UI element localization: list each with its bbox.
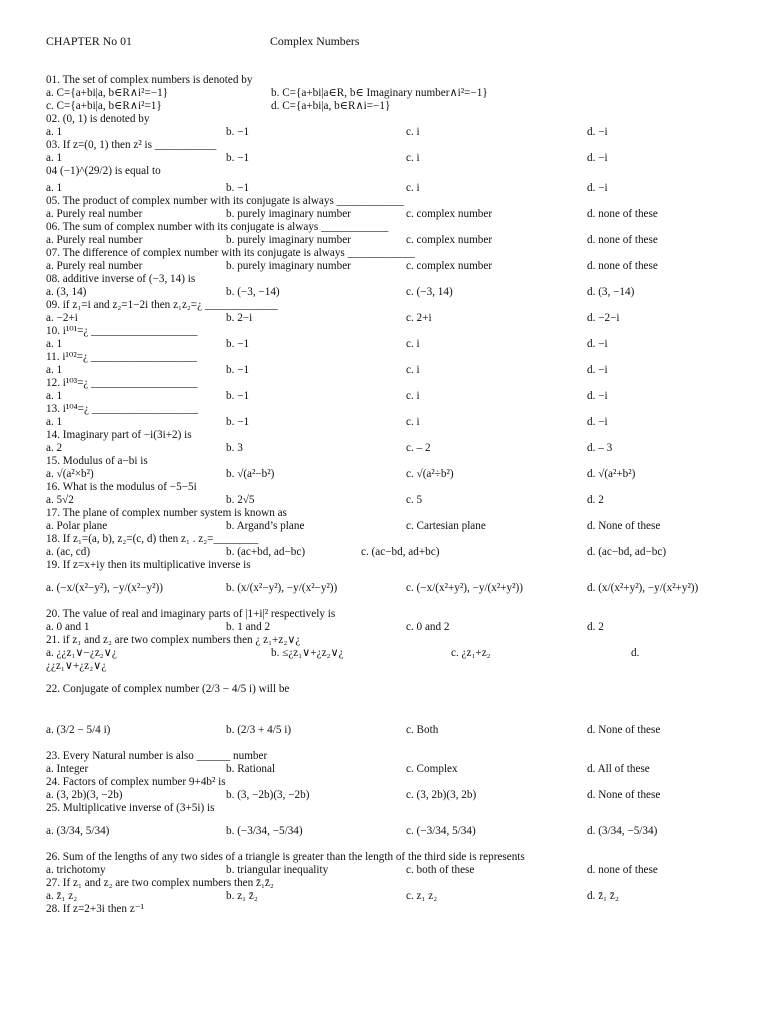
option: c. (3, 2b)(3, 2b): [406, 789, 477, 801]
option: b. 3: [226, 442, 243, 454]
option: c. complex number: [406, 234, 493, 246]
question-text: 16. What is the modulus of −5−5i: [46, 481, 197, 493]
question-text: 03. If z=(0, 1) then z² is ___________: [46, 139, 217, 151]
option: b. ≤¿z₁∨+¿z₂∨¿: [271, 647, 344, 659]
option: d. −i: [587, 390, 608, 402]
option: a. trichotomy: [46, 864, 106, 876]
option: d. −i: [587, 416, 608, 428]
option: c. i: [406, 364, 420, 376]
option: ¿¿z₁∨+¿z₂∨¿: [46, 660, 107, 672]
option: b. z₁ z̄₂: [226, 890, 258, 902]
option: a. (3, 2b)(3, −2b): [46, 789, 123, 801]
question-text: 04 (−1)^(29/2) is equal to: [46, 165, 161, 177]
question-text: 12. i¹⁰³=¿ ___________________: [46, 377, 198, 389]
option: a. √(a²×b²): [46, 468, 94, 480]
option: a. 5√2: [46, 494, 74, 506]
option: a. 1: [46, 390, 63, 402]
option: c. Complex: [406, 763, 458, 775]
option: a. 1: [46, 338, 63, 350]
option: c. ¿z₁+z₂: [451, 647, 491, 659]
option: c. Both: [406, 724, 439, 736]
option: c. – 2: [406, 442, 431, 454]
option: b. (2/3 + 4/5 i): [226, 724, 292, 736]
option: a. (−x/(x²−y²), −y/(x²−y²)): [46, 582, 163, 594]
option: c. i: [406, 182, 420, 194]
question-text: 17. The plane of complex number system is known as: [46, 507, 287, 519]
option: b. −1: [226, 390, 250, 402]
option: a. Integer: [46, 763, 89, 775]
option: b. triangular inequality: [226, 864, 329, 876]
option: c. 5: [406, 494, 423, 506]
option: c. i: [406, 416, 420, 428]
options-row: [46, 661, 746, 674]
option: c. (−x/(x²+y²), −y/(x²+y²)): [406, 582, 523, 594]
option: b. 2√5: [226, 494, 255, 506]
option: a. 1: [46, 126, 63, 138]
option: b. (−3, −14): [226, 286, 280, 298]
question-text: 28. If z=2+3i then z⁻¹: [46, 903, 144, 915]
option: c. (ac−bd, ad+bc): [361, 546, 440, 558]
question-text: 02. (0, 1) is denoted by: [46, 113, 150, 125]
options-row: [46, 816, 746, 852]
option: c. (−3, 14): [406, 286, 453, 298]
option: d. −i: [587, 364, 608, 376]
option: b. (3, −2b)(3, −2b): [226, 789, 310, 801]
option: c. both of these: [406, 864, 475, 876]
option: b. −1: [226, 416, 250, 428]
option: d. (x/(x²+y²), −y/(x²+y²)): [587, 582, 699, 594]
options-row: [46, 443, 746, 456]
question-text: 20. The value of real and imaginary parts of |1+i|² respectively is: [46, 608, 336, 620]
question-list: [46, 75, 746, 917]
question-text: 26. Sum of the lengths of any two sides of a triangle is greater than the length of the third side is represents: [46, 851, 525, 863]
option: b. 1 and 2: [226, 621, 271, 633]
option: d. z̄₁ z̄₂: [587, 890, 619, 902]
option: d. none of these: [587, 208, 658, 220]
option: b. (ac+bd, ad−bc): [226, 546, 306, 558]
option: d. −i: [587, 152, 608, 164]
option: c. i: [406, 338, 420, 350]
question-text: 13. i¹⁰⁴=¿ ___________________: [46, 403, 198, 415]
option: d. None of these: [587, 724, 661, 736]
option: d. – 3: [587, 442, 613, 454]
option: c. i: [406, 152, 420, 164]
option: a. 1: [46, 364, 63, 376]
option: a. 1: [46, 416, 63, 428]
option: d. −i: [587, 126, 608, 138]
option: b. (x/(x²−y²), −y/(x²−y²)): [226, 582, 338, 594]
option: d. 2: [587, 621, 604, 633]
option: b. −1: [226, 338, 250, 350]
option: a. Purely real number: [46, 260, 143, 272]
option: b. (−3/34, −5/34): [226, 825, 303, 837]
option: d. None of these: [587, 520, 661, 532]
question-text: 10. i¹⁰¹=¿ ___________________: [46, 325, 198, 337]
option: a. 1: [46, 182, 63, 194]
option: c. z₁ z₂: [406, 890, 438, 902]
question-text: 23. Every Natural number is also ______ number: [46, 750, 268, 762]
question-text: 24. Factors of complex number 9+4b² is: [46, 776, 226, 788]
topic-title: Complex Numbers: [270, 34, 360, 48]
page-header: [46, 34, 360, 48]
option: d. none of these: [587, 260, 658, 272]
option: a. Purely real number: [46, 208, 143, 220]
option: c. i: [406, 390, 420, 402]
option: b. C={a+bi|a∈R, b∈ Imaginary number∧i²=−1}: [271, 87, 488, 99]
options-row: [46, 573, 746, 609]
option: d. (3/34, −5/34): [587, 825, 658, 837]
option: b. −1: [226, 364, 250, 376]
option: c. i: [406, 126, 420, 138]
option: c. 2+i: [406, 312, 432, 324]
option: d. C={a+bi|a, b∈R∧i=−1}: [271, 100, 391, 112]
question-text: 25. Multiplicative inverse of (3+5i) is: [46, 802, 215, 814]
option: c. (−3/34, 5/34): [406, 825, 476, 837]
option: d. (ac−bd, ad−bc): [587, 546, 667, 558]
option: b. purely imaginary number: [226, 208, 351, 220]
option: a. 1: [46, 152, 63, 164]
option: d. none of these: [587, 234, 658, 246]
option: d.: [631, 647, 640, 659]
option: b. √(a²−b²): [226, 468, 275, 480]
option: a. (ac, cd): [46, 546, 91, 558]
option: a. (3/34, 5/34): [46, 825, 110, 837]
option: b. −1: [226, 152, 250, 164]
option: c. C={a+bi|a, b∈R∧i²=1}: [46, 100, 162, 112]
options-row: [46, 648, 746, 661]
option: d. None of these: [587, 789, 661, 801]
question-text: 05. The product of complex number with its conjugate is always ____________: [46, 195, 404, 207]
option: b. Rational: [226, 763, 276, 775]
option: a. ¿¿z₁∨−¿z₂∨¿: [46, 647, 117, 659]
option: c. complex number: [406, 208, 493, 220]
question-text: 19. If z=x+iy then its multiplicative inverse is: [46, 559, 251, 571]
option: a. C={a+bi|a, b∈R∧i²=−1}: [46, 87, 169, 99]
question-text: 22. Conjugate of complex number (2/3 − 4/5 i) will be: [46, 683, 290, 695]
option: b. −1: [226, 126, 250, 138]
question-text: 14. Imaginary part of −i(3i+2) is: [46, 429, 192, 441]
option: a. 2: [46, 442, 63, 454]
option: c. complex number: [406, 260, 493, 272]
option: c. √(a²÷b²): [406, 468, 454, 480]
question-text: 21. if z₁ and z₂ are two complex numbers then ¿ z₁+z₂∨¿: [46, 634, 301, 646]
question-text: 06. The sum of complex number with its conjugate is always ____________: [46, 221, 389, 233]
question-text: 09. if z₁=i and z₂=1−2i then z₁z₂=¿ _____________: [46, 299, 278, 311]
question-text: 27. If z₁ and z₂ are two complex numbers then z̄₁z̄₂: [46, 877, 274, 889]
options-row: [46, 891, 746, 904]
question-text: 07. The difference of complex number with its conjugate is always ____________: [46, 247, 415, 259]
option: b. purely imaginary number: [226, 260, 351, 272]
option: d. 2: [587, 494, 604, 506]
option: a. z̄₁ z₂: [46, 890, 78, 902]
option: a. 0 and 1: [46, 621, 90, 633]
option: a. (3, 14): [46, 286, 87, 298]
question-text: 08. additive inverse of (−3, 14) is: [46, 273, 196, 285]
option: d. none of these: [587, 864, 658, 876]
options-row: [46, 101, 746, 114]
chapter-label: CHAPTER No 01: [46, 34, 132, 48]
option: a. (3/2 − 5/4 i): [46, 724, 111, 736]
question-text: 11. i¹⁰²=¿ ___________________: [46, 351, 198, 363]
option: b. −1: [226, 182, 250, 194]
option: b. Argand’s plane: [226, 520, 305, 532]
question-text: 18. If z₁=(a, b), z₂=(c, d) then z₁ . z₂=________: [46, 533, 259, 545]
option: a. −2+i: [46, 312, 78, 324]
question-text: 15. Modulus of a−bi is: [46, 455, 148, 467]
option: d. All of these: [587, 763, 650, 775]
question-text: 01. The set of complex numbers is denoted by: [46, 74, 253, 86]
option: d. −2−i: [587, 312, 620, 324]
option: a. Purely real number: [46, 234, 143, 246]
option: b. 2−i: [226, 312, 253, 324]
option: d. −i: [587, 338, 608, 350]
option: c. 0 and 2: [406, 621, 450, 633]
option: b. purely imaginary number: [226, 234, 351, 246]
option: d. −i: [587, 182, 608, 194]
options-row: [46, 715, 746, 751]
option: a. Polar plane: [46, 520, 108, 532]
option: d. √(a²+b²): [587, 468, 636, 480]
option: d. (3, −14): [587, 286, 635, 298]
option: c. Cartesian plane: [406, 520, 486, 532]
